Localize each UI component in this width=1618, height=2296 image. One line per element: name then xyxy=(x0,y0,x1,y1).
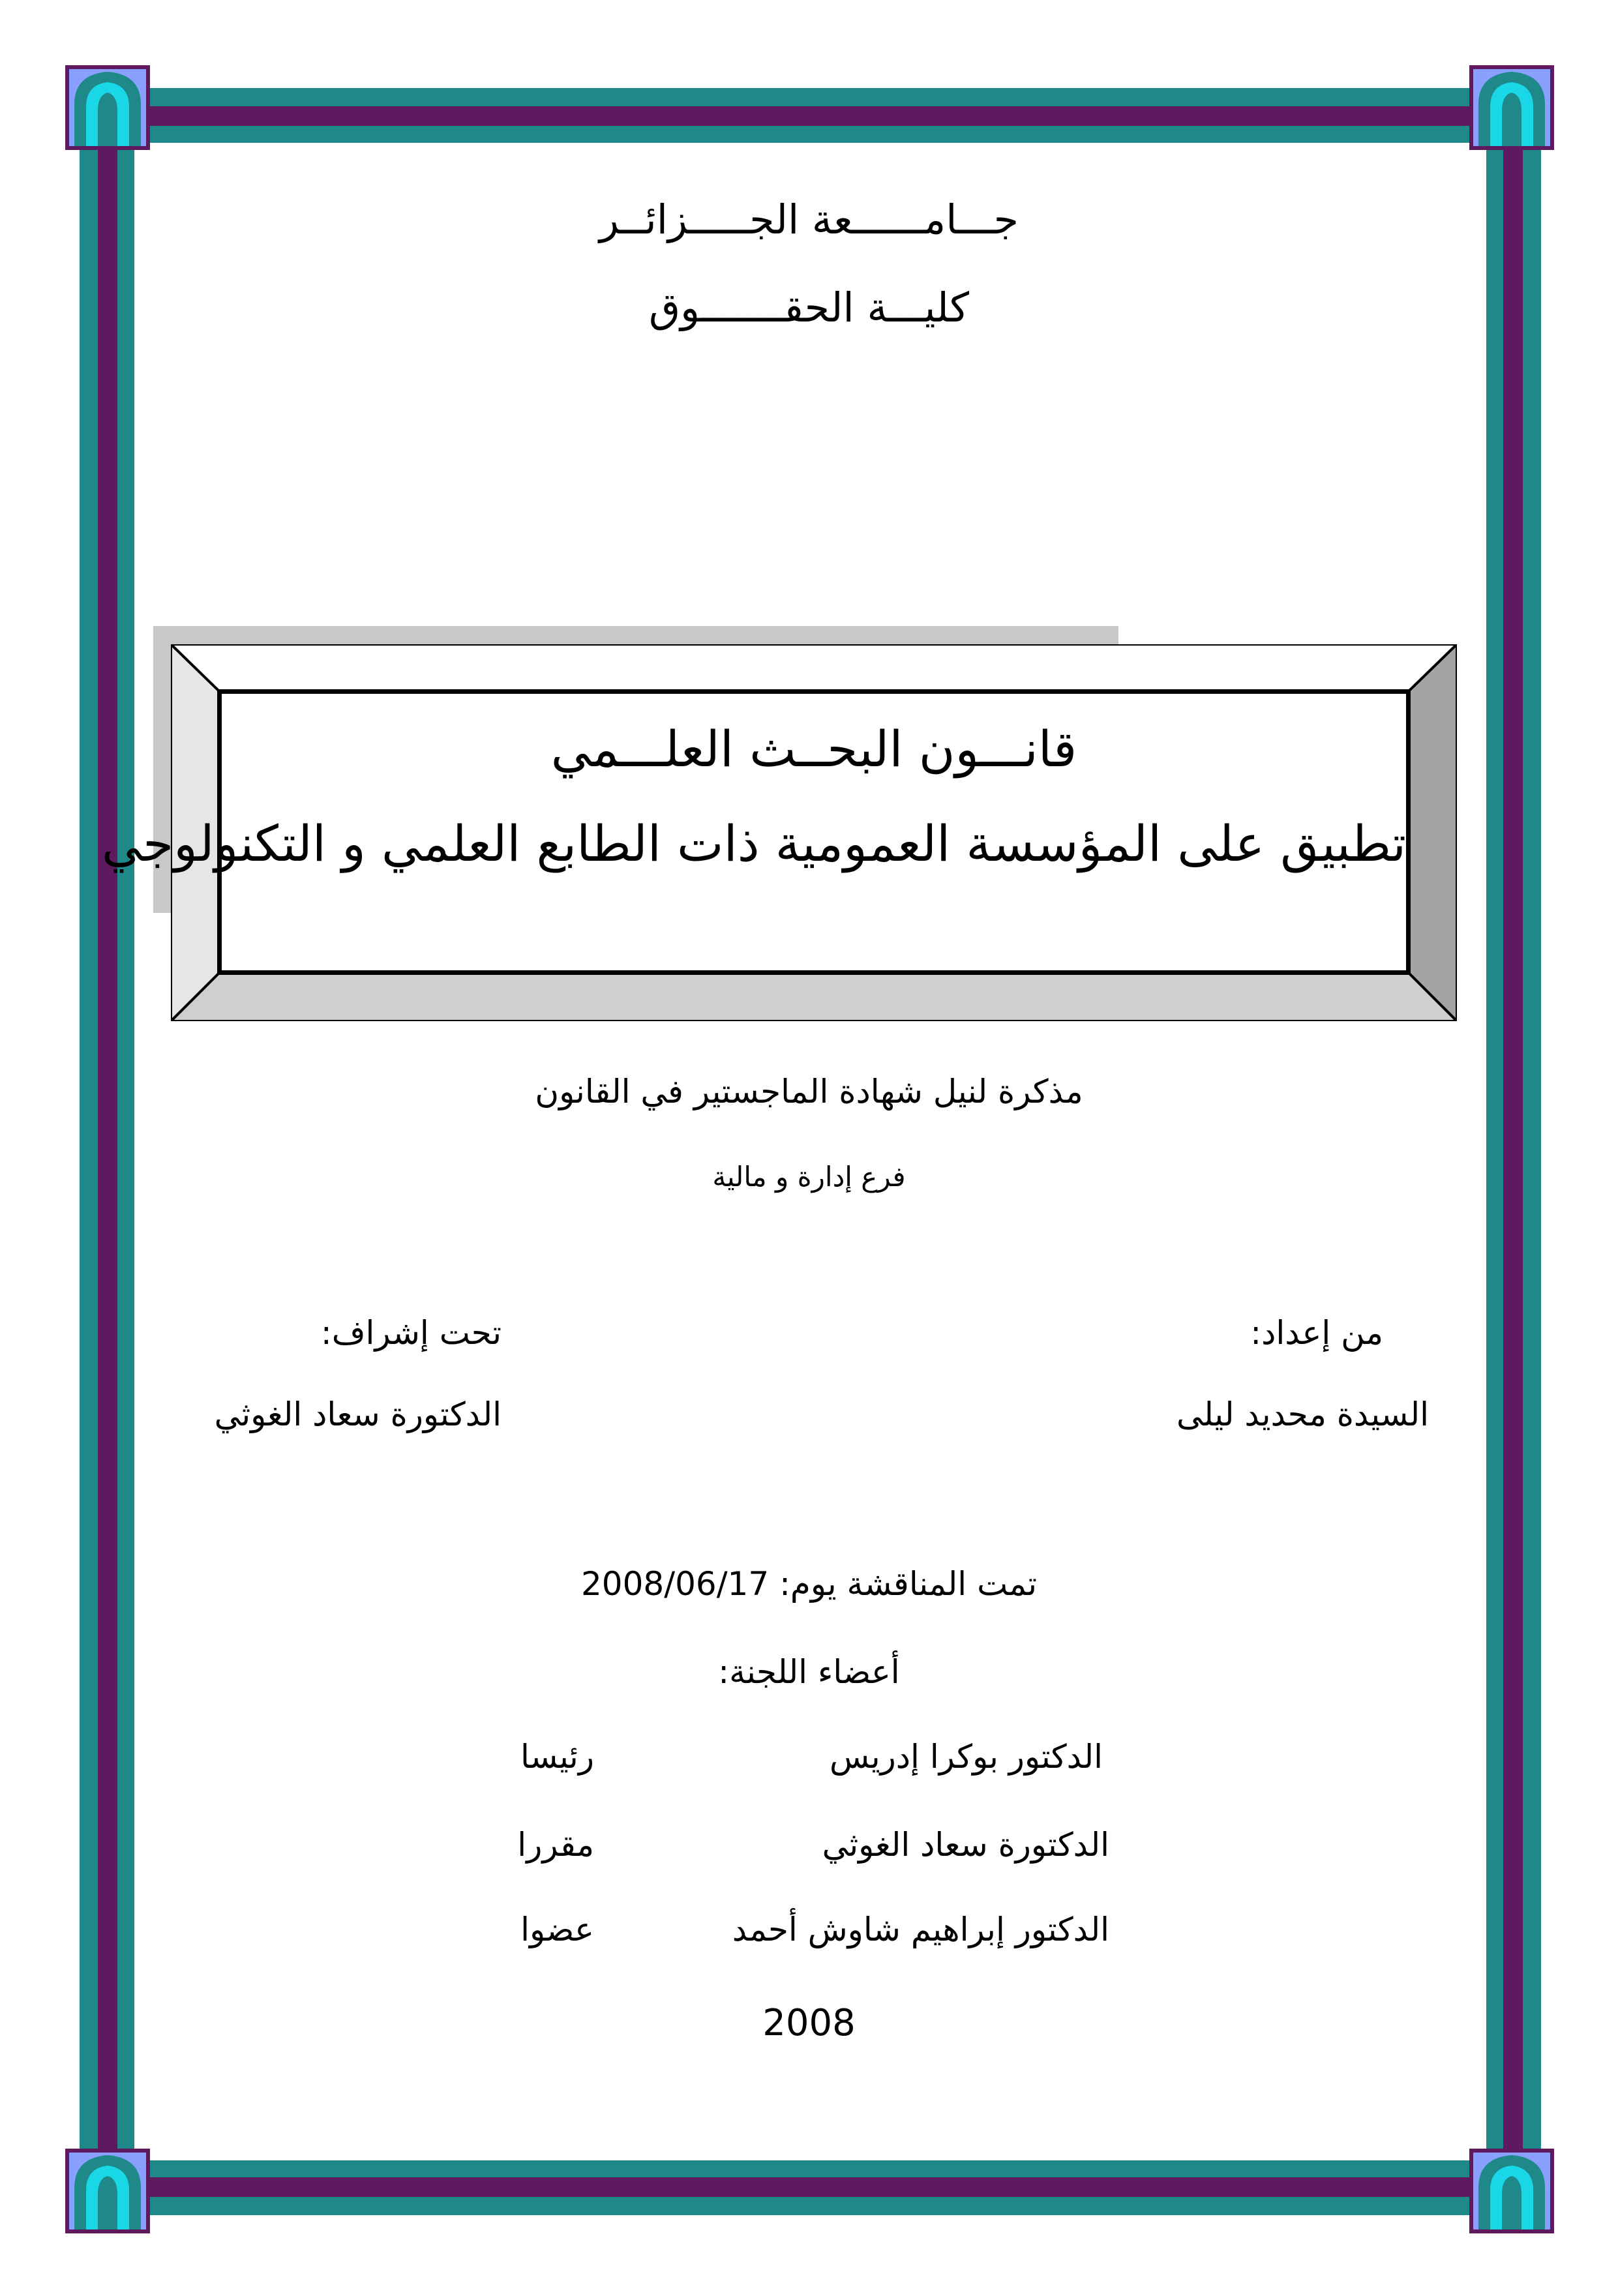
border-left-purple xyxy=(98,98,117,2198)
corner-ornament-top-right-icon xyxy=(1469,65,1554,150)
border-left-teal-outer xyxy=(80,98,98,2198)
border-top-teal-inner xyxy=(137,126,1483,143)
defense-line xyxy=(0,1565,1618,1603)
thesis-year: 2008 xyxy=(762,2002,856,2044)
border-top-purple xyxy=(137,106,1483,126)
border-left-teal-inner xyxy=(117,98,134,2198)
supervised-by-label: تحت إشراف: xyxy=(320,1314,502,1352)
prepared-by-name: السيدة محديد ليلى xyxy=(1176,1395,1429,1433)
border-right-teal-outer xyxy=(1523,98,1541,2198)
committee-member-name: الدكتور إبراهيم شاوش أحمد xyxy=(732,1911,1109,1948)
committee-member-name: الدكتور بوكرا إدريس xyxy=(829,1738,1103,1776)
corner-ornament-bottom-left-icon xyxy=(65,2149,150,2233)
defense-label: تمت المناقشة يوم: xyxy=(779,1565,1037,1603)
title-frame-face xyxy=(101,691,1409,974)
border-right-purple xyxy=(1503,98,1523,2198)
prepared-by-label: من إعداد: xyxy=(1250,1314,1383,1352)
thesis-subtitle: تطبيق على المؤسسة العمومية ذات الطابع العلمي و التكنولوجي xyxy=(101,814,1406,872)
degree-branch: فرع إدارة و مالية xyxy=(712,1161,906,1193)
committee-member-name: الدكتورة سعاد الغوثي xyxy=(822,1826,1109,1864)
border-top-teal-outer xyxy=(137,88,1483,106)
committee-label: أعضاء اللجنة: xyxy=(718,1653,900,1691)
border-bottom-teal-outer xyxy=(137,2160,1483,2177)
thesis-title: قانـــون البحــث العلـــمي xyxy=(550,720,1077,778)
committee-member-role: رئيسا xyxy=(520,1738,594,1776)
supervised-by-name: الدكتورة سعاد الغوثي xyxy=(214,1395,502,1433)
university-name: جـــامــــــعة الجـــــزائــر xyxy=(599,196,1019,243)
border-right-teal-inner xyxy=(1486,98,1503,2198)
faculty-name: كليـــة الحقـــــــوق xyxy=(649,284,969,331)
corner-ornament-top-left-icon xyxy=(65,65,150,150)
degree-memo: مذكرة لنيل شهادة الماجستير في القانون xyxy=(535,1073,1083,1111)
border-bottom-teal-inner xyxy=(137,2197,1483,2215)
committee-member-role: مقررا xyxy=(517,1826,594,1864)
committee-member-role: عضوا xyxy=(520,1911,594,1948)
border-bottom-purple xyxy=(137,2177,1483,2197)
defense-date: 2008/06/17 xyxy=(580,1565,770,1603)
corner-ornament-bottom-right-icon xyxy=(1469,2149,1554,2233)
